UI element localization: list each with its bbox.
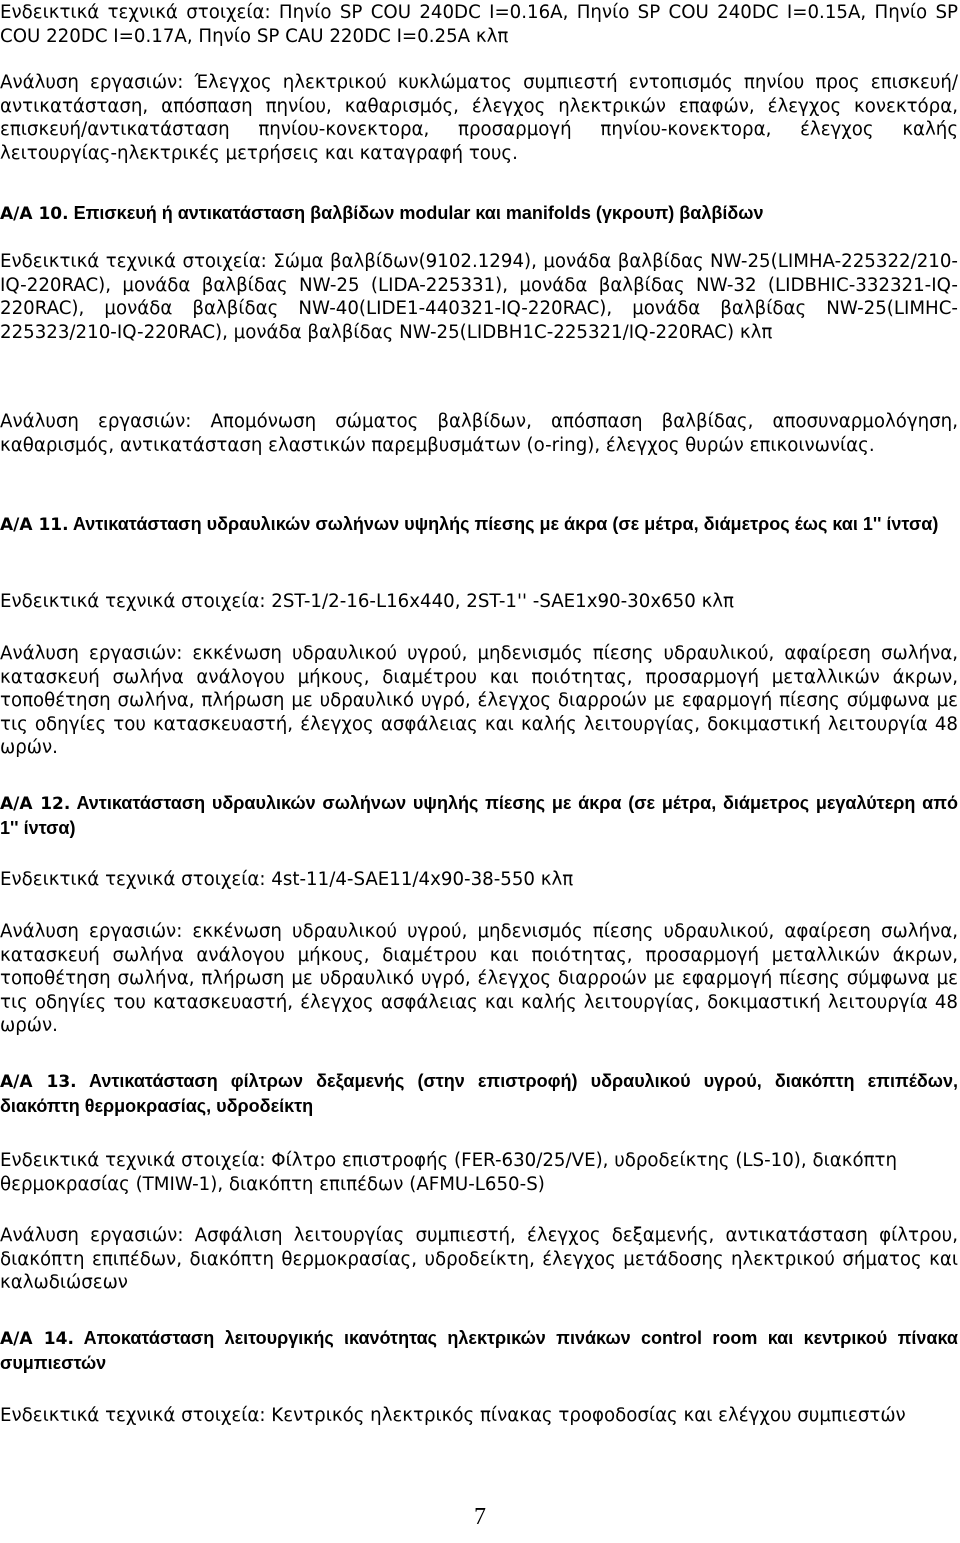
section-14-title: Αποκατάσταση λειτουργικής ικανότητας ηλεκτρικών πινάκων control room και κεντρικού πίνακα συμπιεστών	[0, 1328, 958, 1373]
section-10-analysis-text: Ανάλυση εργασιών: Απομόνωση σώματος βαλβίδων, απόσπαση βαλβίδας, αποσυναρμολόγηση, καθαρισμός, αντικατάσταση ελαστικών παρεμβυσμάτων (o-ring), έλεγχος θυρών επικοινωνίας.	[0, 411, 958, 456]
section-14-tech-text: Ενδεικτικά τεχνικά στοιχεία: Κεντρικός ηλεκτρικός πίνακας τροφοδοσίας και ελέγχου συμπιεστών	[0, 1405, 906, 1426]
section-13-analysis-text: Ανάλυση εργασιών: Ασφάλιση λειτουργίας συμπιεστή, έλεγχος δεξαμενής, αντικατάσταση φίλτρου, διακόπτη επιπέδων, διακόπτη θερμοκρασίας, υδροδείκτη, έλεγχος μετάδοσης ηλεκτρικού σήματος και καλωδιώσεων	[0, 1225, 958, 1293]
section-10-heading	[0, 202, 958, 227]
section-11-heading	[0, 513, 958, 538]
section-13-tech-text: Ενδεικτικά τεχνικά στοιχεία: Φίλτρο επιστροφής (FER-630/25/VE), υδροδείκτης (LS-10), διακόπτη θερμοκρασίας (TMIW-1), διακόπτη επιπέδων (AFMU-L650-S)	[0, 1150, 897, 1195]
section-12-number: Α/Α 12.	[0, 794, 71, 814]
section-13-tech	[0, 1149, 958, 1196]
section-11-tech	[0, 590, 958, 614]
section-13-title: Αντικατάσταση φίλτρων δεξαμενής (στην επιστροφή) υδραυλικού υγρού, διακόπτη επιπέδων, διακόπτη θερμοκρασίας, υδροδείκτη	[0, 1071, 958, 1116]
coil-tech-specs: Ενδεικτικά τεχνικά στοιχεία: Πηνίο SP COU 240DC I=0.16A, Πηνίο SP COU 240DC I=0.15A, Πηνίο SP COU 220DC I=0.17A, Πηνίο SP CAU 220DC I=0.25A κλπ	[0, 2, 958, 47]
section-11-tech-text: Ενδεικτικά τεχνικά στοιχεία: 2ST-1/2-16-L16x440, 2ST-1'' -SAE1x90-30x650 κλπ	[0, 591, 735, 612]
section-10-analysis	[0, 410, 958, 457]
section-11-title: Αντικατάσταση υδραυλικών σωλήνων υψηλής πίεσης με άκρα (σε μέτρα, διάμετρος έως και 1'' ίντσα)	[72, 514, 939, 534]
section-10-tech-text: Ενδεικτικά τεχνικά στοιχεία: Σώμα βαλβίδων(9102.1294), μονάδα βαλβίδας NW-25(LIMHA-225322/210-IQ-220RAC), μονάδα βαλβίδας NW-25 (LIDA-225331), μονάδα βαλβίδας NW-32 (LIDBHIC-332321-IQ-220RAC), μονάδα βαλβίδας NW-40(LIDE1-440321-IQ-220RAC), μονάδα βαλβίδας NW-25(LIMHC-225323/210-IQ-220RAC), μονάδα βαλβίδας NW-25(LIDBH1C-225321/IQ-220RAC) κλπ	[0, 251, 958, 343]
coil-work-analysis-paragraph	[0, 71, 958, 165]
section-12-analysis	[0, 920, 958, 1038]
section-12-tech	[0, 868, 958, 892]
section-12-analysis-text: Ανάλυση εργασιών: εκκένωση υδραυλικού υγρού, μηδενισμός πίεσης υδραυλικού, αφαίρεση σωλήνα, κατασκευή σωλήνα ανάλογου μήκους, διαμέτρου και ποιότητας, προσαρμογή μεταλλικών άκρων, τοποθέτηση σωλήνα, πλήρωση με υδραυλικό υγρό, έλεγχος διαρροών με εφαρμογή πίεσης σύμφωνα με τις οδηγίες του κατασκευαστή, έλεγχος ασφάλειας και καλής λειτουργίας, δοκιμαστική λειτουργία 48 ωρών.	[0, 921, 958, 1036]
coil-work-analysis: Ανάλυση εργασιών: Έλεγχος ηλεκτρικού κυκλώματος συμπιεστή εντοπισμός πηνίου προς επισκευή/αντικατάσταση, απόσπαση πηνίου, καθαρισμός, έλεγχος ηλεκτρικών επαφών, έλεγχος κονεκτόρα, επισκευή/αντικατάσταση πηνίου-κονεκτορα, προσαρμογή πηνίου-κονεκτορα, έλεγχος καλής λειτουργίας-ηλεκτρικές μετρήσεις και καταγραφή τους.	[0, 72, 958, 164]
section-14-tech	[0, 1404, 958, 1428]
section-14-number: Α/Α 14.	[0, 1329, 74, 1349]
section-12-title: Αντικατάσταση υδραυλικών σωλήνων υψηλής πίεσης με άκρα (σε μέτρα, διάμετρος μεγαλύτερη από 1'' ίντσα)	[0, 793, 958, 838]
section-11-analysis-text: Ανάλυση εργασιών: εκκένωση υδραυλικού υγρού, μηδενισμός πίεσης υδραυλικού, αφαίρεση σωλήνα, κατασκευή σωλήνα ανάλογου μήκους, διαμέτρου και ποιότητας, προσαρμογή μεταλλικών άκρων, τοποθέτηση σωλήνα, πλήρωση με υδραυλικό υγρό, έλεγχος διαρροών με εφαρμογή πίεσης σύμφωνα με τις οδηγίες του κατασκευαστή, έλεγχος ασφάλειας και καλής λειτουργίας, δοκιμαστική λειτουργία 48 ωρών.	[0, 643, 958, 758]
section-13-heading	[0, 1070, 958, 1118]
section-10-number: Α/Α 10.	[0, 204, 69, 224]
section-14-heading	[0, 1327, 958, 1375]
section-12-tech-text: Ενδεικτικά τεχνικά στοιχεία: 4st-11/4-SAE11/4x90-38-550 κλπ	[0, 869, 574, 890]
section-13-number: Α/Α 13.	[0, 1072, 77, 1092]
section-13-analysis	[0, 1224, 958, 1295]
section-11-number: Α/Α 11.	[0, 515, 69, 535]
section-10-title: Επισκευή ή αντικατάσταση βαλβίδων modular και manifolds (γκρουπ) βαλβίδων	[73, 203, 764, 223]
section-12-heading	[0, 792, 958, 840]
section-10-tech	[0, 250, 958, 344]
section-11-analysis	[0, 642, 958, 760]
page-number: 7	[474, 1504, 486, 1530]
coil-specs-paragraph	[0, 1, 958, 48]
